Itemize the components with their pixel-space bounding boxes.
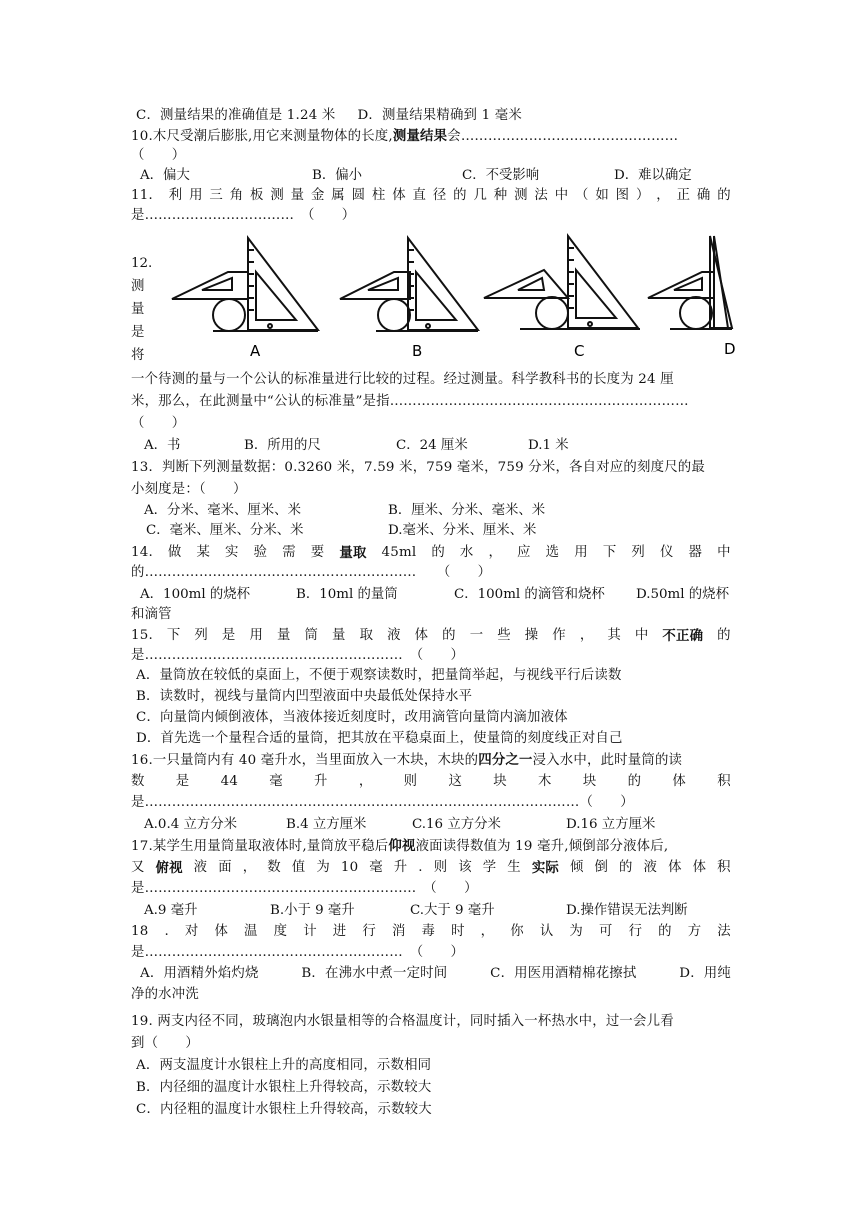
- q18l1-token: 认: [539, 924, 554, 939]
- q17-line1-pre: 17.某学生用量筒量取液体时,量筒放平稳后: [131, 839, 389, 854]
- q11l1-token: 柱: [371, 188, 386, 203]
- q18l1-token: 法: [717, 924, 731, 939]
- q15l1-token: 列: [194, 628, 208, 643]
- q12-option-c: C．24 厘米: [396, 438, 468, 453]
- q17l2-token: .: [418, 860, 423, 875]
- q17l2-token: 毫: [369, 860, 383, 875]
- q11-stem-line1: [131, 186, 731, 206]
- figure-c: [484, 236, 640, 329]
- q11l1-token: 如: [595, 188, 609, 203]
- q15-option-c: C．向量筒内倾倒液体，当液体接近刻度时，改用滴管向量筒内滴加液体: [136, 710, 568, 725]
- q14l1-token: 用: [574, 545, 588, 560]
- q15l1-token: 量: [276, 628, 291, 643]
- q11l1-token: 径: [432, 188, 447, 203]
- q17-option-b: B.小于 9 毫升: [270, 903, 355, 918]
- q18l1-token: 进: [332, 924, 347, 939]
- q14l1-token: 选: [545, 545, 560, 560]
- q16l2-token: ，: [358, 774, 373, 789]
- q13-line2: 小刻度是：（ ）: [131, 482, 247, 497]
- q18l1-token: 行: [362, 924, 376, 939]
- q12-option-b: B．所用的尺: [244, 438, 321, 453]
- q18-options-line: [140, 964, 731, 984]
- q15-option-a: A．量筒放在较低的桌面上，不便于观察读数时，把量筒举起，与视线平行后读数: [136, 668, 622, 683]
- q17-option-c: C.大于 9 毫升: [410, 903, 495, 918]
- q18l1-token: 行: [628, 924, 643, 939]
- q17l2-token: 面: [218, 860, 232, 875]
- q18l3-token: B．在沸水中煮一定时间: [301, 966, 448, 981]
- q15l1-token: 15.: [131, 628, 153, 643]
- figure-label-b: B: [412, 342, 423, 360]
- q11l1-token: 属: [331, 188, 345, 203]
- q14l1-token: 中: [717, 545, 731, 560]
- q18-stem-line2: 是………………………………………………… （ ）: [131, 945, 465, 960]
- q13-option-c: C．毫米、厘米、分米、米: [146, 523, 304, 538]
- q17l2-token: 实际: [531, 860, 560, 876]
- q18-stem-line1: [131, 922, 731, 942]
- q13-option-b: B．厘米、分米、毫米、米: [388, 503, 546, 518]
- q15l1-token: 的: [717, 628, 731, 643]
- q18l1-token: 毒: [421, 924, 436, 939]
- q12-vertical-char: 将: [131, 348, 145, 363]
- q16-line3: 是……………………………………………………………………………………（ ）: [131, 795, 634, 810]
- q14l1-token: 下: [602, 545, 617, 560]
- q15l1-token: 液: [387, 628, 401, 643]
- q14l1-token: 45ml: [381, 545, 417, 560]
- q18l1-token: 的: [658, 924, 672, 939]
- q14l1-token: 器: [688, 545, 703, 560]
- figure-d: [648, 236, 732, 329]
- q12-option-d: D.1 米: [528, 438, 569, 453]
- q17-option-d: D.操作错误无法判断: [566, 903, 688, 918]
- q11l1-token: 中: [554, 188, 569, 203]
- q13-line1: 13．判断下列测量数据：0.3260 米，7.59 米，759 毫米，759 分米，各自对应的刻度尺的最: [131, 460, 705, 475]
- q16-option-a: A.0.4 立方分米: [144, 817, 238, 832]
- q17l2-token: 俯视: [155, 860, 183, 876]
- measurement-figure: [128, 232, 740, 364]
- q17l2-token: 升: [393, 860, 408, 875]
- q11l1-token: 量: [290, 188, 305, 203]
- q18l1-token: ，: [480, 924, 495, 939]
- q11l1-token: 三: [209, 188, 223, 203]
- q11l1-token: 确: [696, 188, 711, 203]
- q16l2-token: 的: [627, 774, 642, 789]
- q14l1-token: 14.: [131, 545, 153, 560]
- q19-line2: 到（ ）: [131, 1036, 199, 1051]
- q11l1-token: ，: [656, 188, 670, 203]
- q14l1-token: 应: [517, 545, 531, 560]
- q12-vertical-char: 量: [131, 302, 145, 317]
- q16l2-token: 积: [717, 774, 731, 789]
- q15-stem-line2: 是………………………………………………… （ ）: [131, 648, 465, 663]
- q18l1-token: 你: [510, 924, 524, 939]
- q15l1-token: 下: [166, 628, 181, 643]
- q11l1-token: 11．: [131, 188, 163, 203]
- q16l2-token: 数: [131, 774, 145, 789]
- q14l1-token: 水: [459, 545, 474, 560]
- q18l1-token: 计: [303, 924, 317, 939]
- figure-a: [172, 238, 318, 331]
- q9-option-d: D．测量结果精确到 1 毫米: [357, 108, 522, 123]
- q14l1-token: 仪: [659, 545, 674, 560]
- q14l1-token: 量取: [339, 545, 367, 561]
- q18l1-token: 温: [244, 924, 258, 939]
- q17l2-token: 为: [316, 860, 330, 875]
- q11l1-token: 圆: [351, 188, 366, 203]
- q14l1-token: 需: [282, 545, 296, 560]
- q16l2-token: 升: [314, 774, 328, 789]
- q16-option-c: C.16 立方分米: [412, 817, 501, 832]
- q11l1-token: （: [575, 188, 589, 203]
- q13-option-a: A．分米、毫米、厘米、米: [144, 503, 301, 518]
- q13-option-d: D.毫米、分米、厘米、米: [388, 523, 537, 538]
- q16l2-token: 体: [672, 774, 687, 789]
- figure-label-c: C: [574, 342, 585, 360]
- q15l1-token: 量: [332, 628, 346, 643]
- q15l1-token: 用: [249, 628, 264, 643]
- q10-stem-bold: 测量结果: [392, 128, 448, 144]
- q17l2-token: 积: [717, 860, 731, 875]
- q18l1-token: 18: [131, 924, 149, 939]
- q10-option-c: C．不受影响: [462, 168, 540, 183]
- q12-line1: 一个待测的量与一个公认的标准量进行比较的过程。经过测量。科学教科书的长度为 24 厘: [131, 372, 674, 387]
- q11l1-token: 图: [615, 188, 630, 203]
- q11l1-token: 种: [493, 188, 508, 203]
- q17l2-token: 10: [340, 860, 359, 875]
- q19-option-a: A．两支温度计水银柱上升的高度相同，示数相同: [136, 1058, 432, 1073]
- q19-option-b: B．内径细的温度计水银柱上升得较高，示数较大: [136, 1080, 432, 1095]
- q16-option-d: D.16 立方厘米: [566, 817, 656, 832]
- q17l2-token: 则: [433, 860, 448, 875]
- q18l3-token: C．用医用酒精棉花擦拭: [490, 966, 637, 981]
- q10-option-d: D．难以确定: [614, 168, 692, 183]
- q11l1-token: 测: [514, 188, 528, 203]
- q18l1-token: 时: [451, 924, 465, 939]
- q15l1-token: 的: [442, 628, 456, 643]
- q17-line3: 是…………………………………………………… （ ）: [131, 881, 478, 896]
- q16l2-token: 则: [403, 774, 418, 789]
- q10-option-a: A．偏大: [140, 168, 190, 183]
- q16l2-token: 是: [175, 774, 190, 789]
- q16-line1-pre: 16.一只量筒内有 40 毫升水，当里面放入一木块，木块的: [131, 753, 479, 768]
- q11l1-token: 直: [412, 188, 427, 203]
- q15-stem-line1: [131, 626, 731, 646]
- q16-line1: [131, 750, 731, 771]
- q18l1-token: 方: [687, 924, 702, 939]
- q18l1-token: 可: [598, 924, 613, 939]
- q16-line1-bold: 四分之一: [478, 752, 533, 768]
- q11l1-token: 的: [717, 188, 731, 203]
- q16l2-token: 毫: [269, 774, 283, 789]
- q15l1-token: 操: [524, 628, 539, 643]
- q10-stem: [131, 126, 731, 147]
- q10-option-b: B．偏小: [312, 168, 363, 183]
- q18l3-token: A．用酒精外焰灼烧: [140, 966, 259, 981]
- q17l2-token: 倾: [569, 860, 584, 875]
- q10-stem-pre: 10.木尺受潮后膨胀,用它来测量物体的长度,: [131, 129, 393, 144]
- q10-stem-post: 会…………………………………………: [447, 129, 679, 144]
- q11l1-token: 几: [473, 188, 488, 203]
- q17l2-token: 学: [482, 860, 497, 875]
- q11l1-token: ）: [635, 188, 650, 203]
- q12-vertical-char: 12.: [131, 256, 153, 271]
- q11l1-token: 板: [250, 188, 264, 203]
- q14l1-token: 某: [196, 545, 211, 560]
- q18l1-token: 消: [391, 924, 406, 939]
- figure-b: [340, 238, 478, 331]
- q17-option-a: A.9 毫升: [144, 903, 198, 918]
- q11l1-token: 法: [534, 188, 548, 203]
- q15-option-d: D．首先选一个量程合适的量筒，把其放在平稳桌面上，使量筒的刻度线正对自己: [136, 731, 623, 746]
- q17l2-token: 又: [131, 860, 145, 875]
- q15l1-token: 取: [359, 628, 374, 643]
- q14-option-a: A．100ml 的烧杯: [140, 587, 251, 602]
- q11l1-token: 用: [189, 188, 203, 203]
- q15l1-token: ，: [579, 628, 594, 643]
- q16l2-token: 木: [538, 774, 552, 789]
- q16l2-token: 块: [493, 774, 507, 789]
- q14-stem-line1: [131, 543, 731, 563]
- q17-line1: [131, 836, 731, 857]
- q17l2-token: 液: [193, 860, 208, 875]
- q17l2-token: 的: [619, 860, 633, 875]
- q14-option-b: B．10ml 的量筒: [296, 587, 398, 602]
- q17l2-token: 该: [458, 860, 472, 875]
- figure-label-a: A: [250, 342, 261, 360]
- q16-option-b: B.4 立方厘米: [286, 817, 367, 832]
- q18l3-token: D．用纯: [679, 966, 731, 981]
- q14l1-token: 实: [225, 545, 239, 560]
- q15l1-token: 一: [469, 628, 484, 643]
- q11l1-token: 测: [270, 188, 284, 203]
- q17l2-token: 生: [507, 860, 521, 875]
- q15l1-token: 筒: [304, 628, 319, 643]
- q18l1-token: 为: [569, 924, 583, 939]
- q17l2-token: ，: [242, 860, 257, 875]
- q15l1-token: 作: [552, 628, 566, 643]
- q16-line1-post: 浸入水中，此时量筒的读: [532, 753, 683, 768]
- q18l1-token: .: [164, 924, 169, 939]
- q18l1-token: 体: [214, 924, 229, 939]
- q12-line2: 米，那么，在此测量中“公认的标准量”是指…………………………………………………………: [131, 394, 689, 409]
- q16-line2: [131, 772, 731, 792]
- q17l2-token: 体: [668, 860, 682, 875]
- q17-line1-post: 液面读得数值为 19 毫升,倾倒部分液体后,: [415, 839, 669, 854]
- q14l1-token: 要: [310, 545, 325, 560]
- q14l1-token: 验: [253, 545, 268, 560]
- q17l2-token: 数: [267, 860, 281, 875]
- q15l1-token: 不正确: [662, 628, 704, 644]
- q17l2-token: 体: [692, 860, 707, 875]
- q14-stem-line2: 的…………………………………………………… （ ）: [131, 565, 492, 580]
- q15l1-token: 些: [497, 628, 511, 643]
- q14-option-d: D.50ml 的烧杯: [636, 587, 729, 602]
- q17l2-token: 液: [643, 860, 658, 875]
- q16l2-token: 这: [448, 774, 463, 789]
- q10-paren: （ ）: [131, 148, 186, 163]
- q11-stem-line2: 是…………………………… （ ）: [131, 208, 356, 223]
- q15l1-token: 体: [414, 628, 429, 643]
- q11l1-token: 的: [453, 188, 467, 203]
- figure-label-d: D: [724, 340, 736, 358]
- q14-option-c: C．100ml 的滴管和烧杯: [454, 587, 605, 602]
- q11l1-token: 角: [229, 188, 244, 203]
- q11l1-token: 体: [392, 188, 406, 203]
- q14l1-token: 列: [631, 545, 645, 560]
- q11l1-token: 金: [310, 188, 325, 203]
- q12-vertical-char: 是: [131, 325, 145, 340]
- q16l2-token: 44: [220, 774, 239, 789]
- q16l2-token: 块: [582, 774, 597, 789]
- q14l1-token: 做: [167, 545, 182, 560]
- q15l1-token: 其: [607, 628, 621, 643]
- q15-option-b: B．读数时，视线与量筒内凹型液面中央最低处保持水平: [136, 689, 473, 704]
- q12-paren: （ ）: [131, 416, 186, 431]
- q14-option-wrap: 和滴管: [131, 607, 172, 622]
- q9-option-c: C．测量结果的准确值是 1.24 米: [136, 108, 336, 123]
- q17-line2: [131, 858, 731, 878]
- q17-line1-bold: 仰视: [388, 838, 416, 854]
- q17l2-token: 值: [291, 860, 306, 875]
- q19-option-c: C．内径粗的温度计水银柱上升得较高，示数较大: [136, 1102, 432, 1117]
- q18l1-token: 对: [184, 924, 199, 939]
- q15l1-token: 是: [221, 628, 236, 643]
- q12-vertical-char: 测: [131, 279, 145, 294]
- q17l2-token: 倒: [594, 860, 609, 875]
- q14l1-token: 的: [431, 545, 445, 560]
- q12-option-a: A．书: [144, 438, 181, 453]
- q9-options: [136, 106, 736, 126]
- q14l1-token: ，: [488, 545, 503, 560]
- q18-option-wrap: 净的水冲洗: [131, 987, 199, 1002]
- q19-line1: 19. 两支内径不同，玻璃泡内水银量相等的合格温度计，同时插入一杯热水中，过一会儿看: [131, 1014, 674, 1029]
- q11l1-token: 利: [168, 188, 183, 203]
- q11l1-token: 正: [676, 188, 691, 203]
- q18l1-token: 度: [273, 924, 288, 939]
- q15l1-token: 中: [634, 628, 649, 643]
